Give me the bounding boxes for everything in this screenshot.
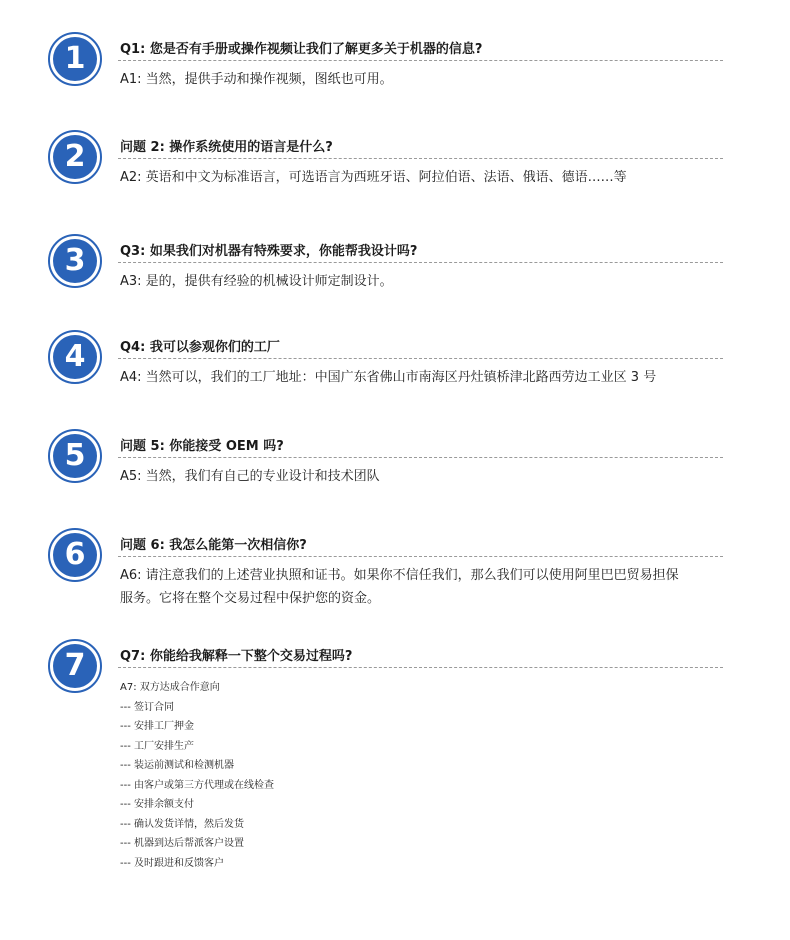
process-step: --- 安排工厂押金: [120, 721, 195, 732]
number-badge-3: 3: [48, 234, 102, 288]
process-step: --- 安排余额支付: [120, 799, 195, 810]
answer-1: A1: 当然，提供手动和操作视频，图纸也可用。: [120, 72, 393, 87]
dashed-divider: [118, 457, 723, 458]
question-4: Q4: 我可以参观你们的工厂: [120, 340, 280, 355]
process-step: --- 工厂安排生产: [120, 740, 195, 752]
process-step: --- 及时跟进和反馈客户: [120, 857, 225, 869]
answer-2: A2: 英语和中文为标准语言，可选语言为西班牙语、阿拉伯语、法语、俄语、德语……等: [120, 170, 627, 185]
number-badge-6: 6: [48, 528, 102, 582]
process-steps: [120, 678, 274, 873]
answer-5: A5: 当然，我们有自己的专业设计和技术团队: [120, 469, 380, 484]
answer-4: A4: 当然可以，我们的工厂地址：中国广东省佛山市南海区丹灶镇桥津北路西劳边工业区 3 号: [120, 370, 657, 385]
dashed-divider: [118, 60, 723, 61]
question-7: Q7: 你能给我解释一下整个交易过程吗?: [120, 649, 353, 664]
process-step: --- 装运前测试和检测机器: [120, 760, 235, 771]
question-5: 问题 5: 你能接受 OEM 吗?: [120, 439, 284, 454]
dashed-divider: [118, 667, 723, 668]
process-step: --- 由客户或第三方代理或在线检查: [120, 779, 275, 791]
number-badge-7: 7: [48, 639, 102, 693]
question-2: 问题 2: 操作系统使用的语言是什么?: [120, 140, 333, 155]
process-step: --- 确认发货详情，然后发货: [120, 818, 245, 830]
number-badge-1: 1: [48, 32, 102, 86]
dashed-divider: [118, 556, 723, 557]
number-badge-2: 2: [48, 130, 102, 184]
process-step: --- 机器到达后帮派客户设置: [120, 838, 245, 849]
answer-3: A3: 是的，提供有经验的机械设计师定制设计。: [120, 274, 393, 289]
answer-6: A6: 请注意我们的上述营业执照和证书。如果你不信任我们，那么我们可以使用阿里巴巴贸易担保服务。它将在整个交易过程中保护您的资金。: [120, 568, 679, 606]
question-3: Q3: 如果我们对机器有特殊要求，你能帮我设计吗?: [120, 244, 418, 259]
dashed-divider: [118, 358, 723, 359]
question-6: 问题 6: 我怎么能第一次相信你?: [120, 538, 307, 553]
answer-7-title: A7: 双方达成合作意向: [120, 682, 220, 693]
dashed-divider: [118, 158, 723, 159]
process-step: --- 签订合同: [120, 701, 175, 713]
question-1: Q1: 您是否有手册或操作视频让我们了解更多关于机器的信息?: [120, 42, 483, 57]
dashed-divider: [118, 262, 723, 263]
number-badge-5: 5: [48, 429, 102, 483]
number-badge-4: 4: [48, 330, 102, 384]
